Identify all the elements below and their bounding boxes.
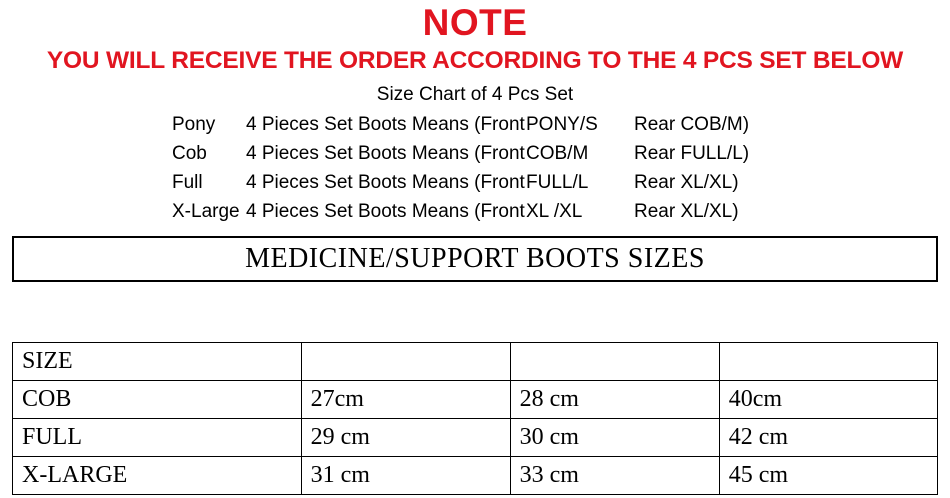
boots-sizes-banner — [12, 236, 938, 282]
table-cell-size: SIZE — [13, 343, 302, 381]
table-cell-col4: 40cm — [719, 381, 937, 419]
table-cell-col4: 42 cm — [719, 419, 937, 457]
table-cell-size: COB — [13, 381, 302, 419]
set-size-label: X-Large — [172, 201, 240, 222]
set-size-label: Full — [172, 172, 203, 193]
note-title: NOTE — [422, 2, 528, 43]
table-cell-col4 — [719, 343, 937, 381]
set-means-label: 4 Pieces Set Boots Means (Front — [246, 201, 525, 222]
set-front-label: FULL/L — [526, 172, 589, 193]
list-item — [0, 197, 950, 226]
table-row — [13, 419, 938, 457]
set-means-label: 4 Pieces Set Boots Means (Front — [246, 143, 525, 164]
set-size-label: Cob — [172, 143, 207, 164]
set-chart-title: Size Chart of 4 Pcs Set — [376, 84, 574, 105]
sizes-table-wrapper — [12, 342, 938, 495]
table-row — [13, 457, 938, 495]
table-cell-col4: 45 cm — [719, 457, 937, 495]
table-cell-col2 — [301, 343, 510, 381]
table-cell-size: X-LARGE — [13, 457, 302, 495]
set-rear-label: Rear XL/XL) — [634, 201, 739, 222]
table-cell-col2: 29 cm — [301, 419, 510, 457]
table-cell-col3 — [510, 343, 719, 381]
table-row — [13, 381, 938, 419]
list-item — [0, 168, 950, 197]
note-subtitle: YOU WILL RECEIVE THE ORDER ACCORDING TO THE 4 PCS SET BELOW — [46, 47, 904, 74]
table-row — [13, 343, 938, 381]
list-item — [0, 110, 950, 139]
table-cell-col2: 27cm — [301, 381, 510, 419]
set-rear-label: Rear COB/M) — [634, 114, 750, 135]
set-means-label: 4 Pieces Set Boots Means (Front — [246, 114, 525, 135]
set-rear-label: Rear XL/XL) — [634, 172, 739, 193]
sizes-table — [12, 342, 938, 495]
set-chart-list — [0, 110, 950, 226]
set-front-label: PONY/S — [526, 114, 598, 135]
set-means-label: 4 Pieces Set Boots Means (Front — [246, 172, 525, 193]
list-item — [0, 139, 950, 168]
set-size-label: Pony — [172, 114, 216, 135]
table-cell-col3: 33 cm — [510, 457, 719, 495]
table-cell-col3: 30 cm — [510, 419, 719, 457]
set-rear-label: Rear FULL/L) — [634, 143, 750, 164]
banner-title: MEDICINE/SUPPORT BOOTS SIZES — [245, 243, 705, 274]
table-cell-col3: 28 cm — [510, 381, 719, 419]
set-front-label: COB/M — [526, 143, 589, 164]
set-front-label: XL /XL — [526, 201, 583, 222]
table-cell-col2: 31 cm — [301, 457, 510, 495]
table-cell-size: FULL — [13, 419, 302, 457]
